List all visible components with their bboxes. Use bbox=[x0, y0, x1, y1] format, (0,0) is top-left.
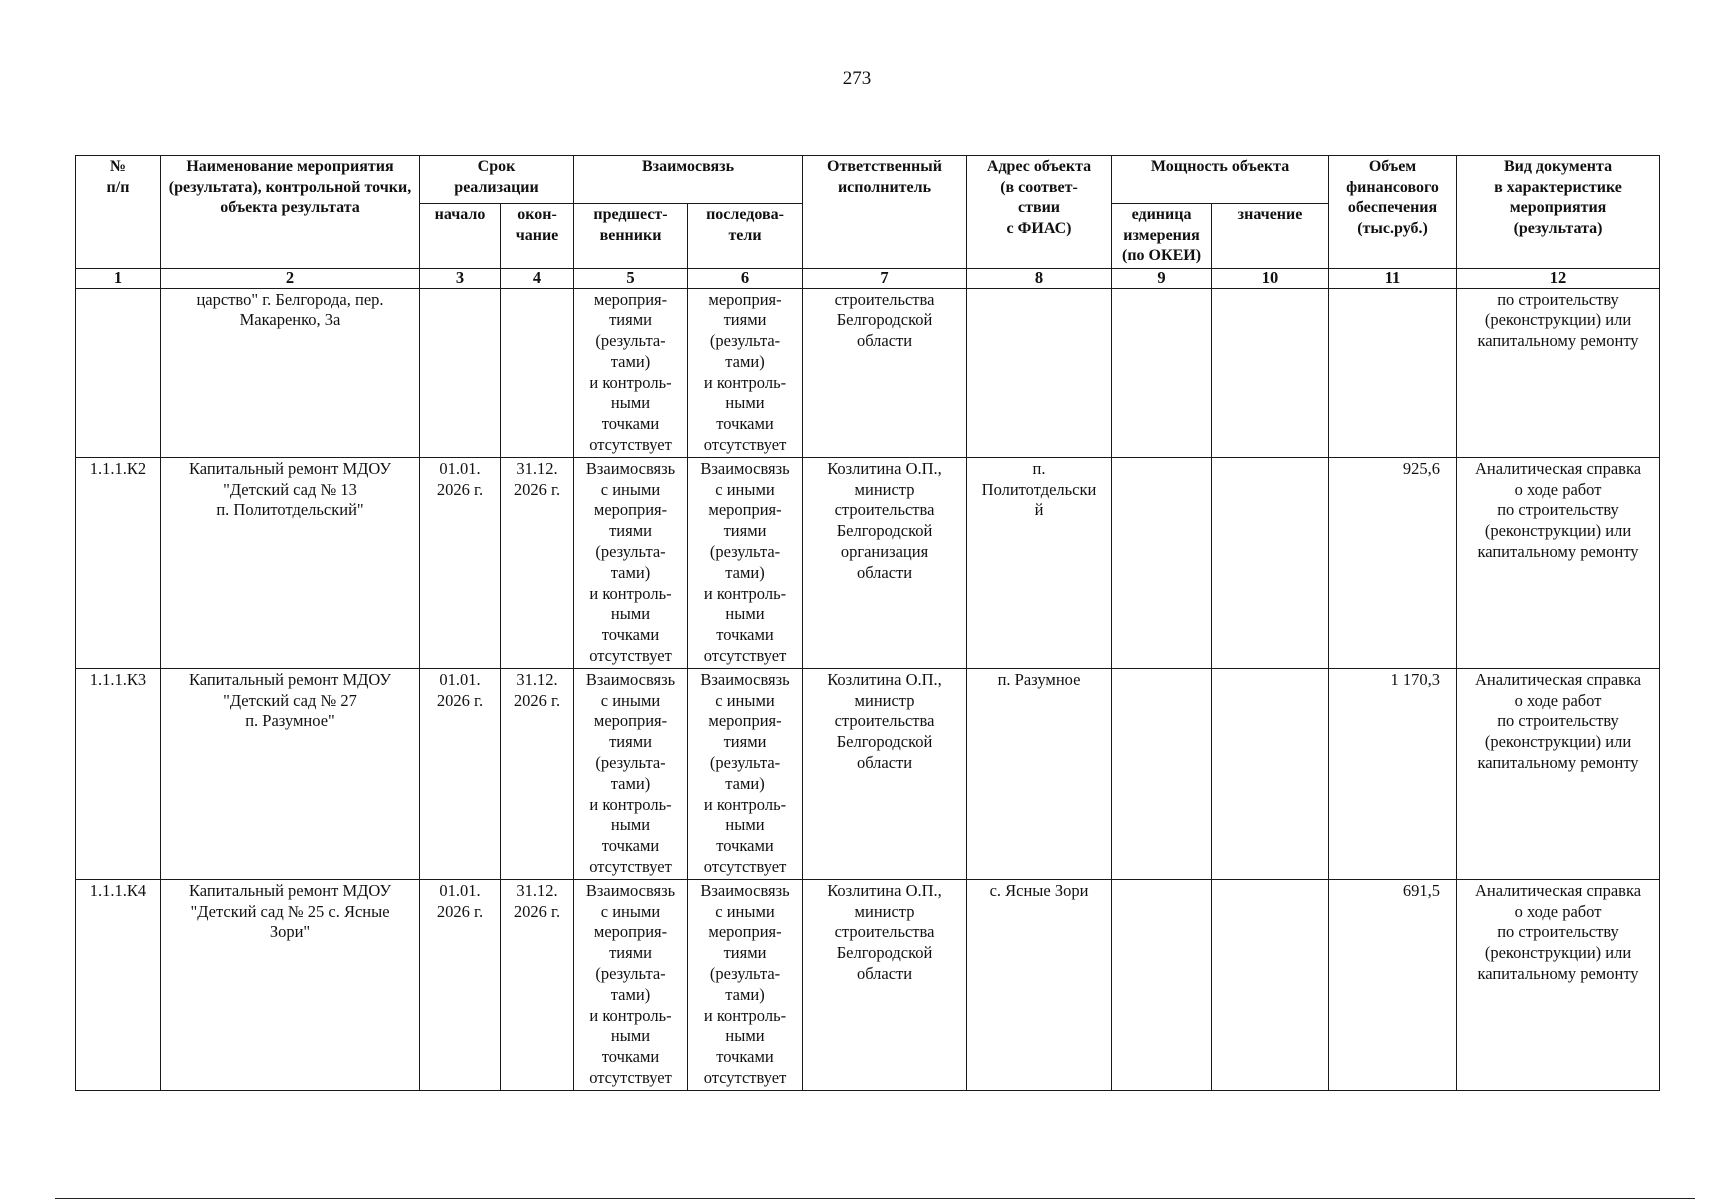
cell-responsible: Козлитина О.П., министр строительства Белгородской области bbox=[803, 668, 967, 879]
cell-unit bbox=[1112, 457, 1212, 668]
table-row bbox=[76, 668, 1660, 879]
col-number: 1 bbox=[76, 268, 161, 288]
cell-name: царство" г. Белгорода, пер. Макаренко, 3а bbox=[161, 288, 420, 457]
cell-unit bbox=[1112, 288, 1212, 457]
cell-unit bbox=[1112, 879, 1212, 1090]
cell-end: 31.12. 2026 г. bbox=[501, 457, 574, 668]
cell-predecessors: Взаимосвязь с иными мероприя- тиями (результа- тами) и контроль- ными точками отсутствует bbox=[574, 879, 688, 1090]
table-row bbox=[76, 457, 1660, 668]
header-value: значение bbox=[1212, 204, 1329, 269]
cell-end: 31.12. 2026 г. bbox=[501, 879, 574, 1090]
cell-name: Капитальный ремонт МДОУ "Детский сад № 13 п. Политотдельский" bbox=[161, 457, 420, 668]
cell-num: 1.1.1.К2 bbox=[76, 457, 161, 668]
cell-responsible: Козлитина О.П., министр строительства Белгородской организация области bbox=[803, 457, 967, 668]
cell-successors: Взаимосвязь с иными мероприя- тиями (результа- тами) и контроль- ными точками отсутствует bbox=[688, 457, 803, 668]
cell-responsible: строительства Белгородской области bbox=[803, 288, 967, 457]
cell-num bbox=[76, 288, 161, 457]
cell-financing: 925,6 bbox=[1329, 457, 1457, 668]
cell-address bbox=[967, 288, 1112, 457]
cell-end: 31.12. 2026 г. bbox=[501, 668, 574, 879]
cell-predecessors: Взаимосвязь с иными мероприя- тиями (результа- тами) и контроль- ными точками отсутствует bbox=[574, 668, 688, 879]
cell-address: п. Политотдельски й bbox=[967, 457, 1112, 668]
cell-successors: Взаимосвязь с иными мероприя- тиями (результа- тами) и контроль- ными точками отсутствует bbox=[688, 879, 803, 1090]
table-row-continuation bbox=[76, 288, 1660, 457]
header-link: Взаимосвязь bbox=[574, 156, 803, 204]
cell-predecessors: мероприя- тиями (результа- тами) и контроль- ными точками отсутствует bbox=[574, 288, 688, 457]
cell-successors: Взаимосвязь с иными мероприя- тиями (результа- тами) и контроль- ными точками отсутствует bbox=[688, 668, 803, 879]
cell-name: Капитальный ремонт МДОУ "Детский сад № 27 п. Разумное" bbox=[161, 668, 420, 879]
header-document: Вид документа в характеристике мероприятия (результата) bbox=[1457, 156, 1660, 269]
cell-document: Аналитическая справка о ходе работ по строительству (реконструкции) или капитальному ремонту bbox=[1457, 457, 1660, 668]
cell-name: Капитальный ремонт МДОУ "Детский сад № 25 с. Ясные Зори" bbox=[161, 879, 420, 1090]
activities-table bbox=[75, 155, 1660, 1091]
cell-financing bbox=[1329, 288, 1457, 457]
col-number: 11 bbox=[1329, 268, 1457, 288]
header-address: Адрес объекта (в соответ- ствии с ФИАС) bbox=[967, 156, 1112, 269]
header-start: начало bbox=[420, 204, 501, 269]
header-period: Срок реализации bbox=[420, 156, 574, 204]
cell-successors: мероприя- тиями (результа- тами) и контроль- ными точками отсутствует bbox=[688, 288, 803, 457]
header-num: № п/п bbox=[76, 156, 161, 269]
cell-document: по строительству (реконструкции) или капитальному ремонту bbox=[1457, 288, 1660, 457]
header-capacity: Мощность объекта bbox=[1112, 156, 1329, 204]
header-predecessors: предшест- венники bbox=[574, 204, 688, 269]
col-number: 3 bbox=[420, 268, 501, 288]
cell-document: Аналитическая справка о ходе работ по строительству (реконструкции) или капитальному ремонту bbox=[1457, 668, 1660, 879]
col-number: 4 bbox=[501, 268, 574, 288]
col-number: 12 bbox=[1457, 268, 1660, 288]
cell-start: 01.01. 2026 г. bbox=[420, 457, 501, 668]
cell-address: п. Разумное bbox=[967, 668, 1112, 879]
header-financing: Объем финансового обеспечения (тыс.руб.) bbox=[1329, 156, 1457, 269]
cell-predecessors: Взаимосвязь с иными мероприя- тиями (результа- тами) и контроль- ными точками отсутствует bbox=[574, 457, 688, 668]
cell-financing: 1 170,3 bbox=[1329, 668, 1457, 879]
cell-start: 01.01. 2026 г. bbox=[420, 879, 501, 1090]
col-number: 8 bbox=[967, 268, 1112, 288]
cell-responsible: Козлитина О.П., министр строительства Белгородской области bbox=[803, 879, 967, 1090]
col-number: 6 bbox=[688, 268, 803, 288]
cell-address: с. Ясные Зори bbox=[967, 879, 1112, 1090]
header-row-1 bbox=[76, 156, 1660, 204]
header-end: окон- чание bbox=[501, 204, 574, 269]
cell-document: Аналитическая справка о ходе работ по строительству (реконструкции) или капитальному ремонту bbox=[1457, 879, 1660, 1090]
header-name: Наименование мероприятия (результата), контрольной точки, объекта результата bbox=[161, 156, 420, 269]
col-number: 10 bbox=[1212, 268, 1329, 288]
page-number: 273 bbox=[842, 68, 872, 89]
cell-value bbox=[1212, 288, 1329, 457]
cell-unit bbox=[1112, 668, 1212, 879]
cell-end bbox=[501, 288, 574, 457]
column-number-row bbox=[76, 268, 1660, 288]
col-number: 7 bbox=[803, 268, 967, 288]
col-number: 2 bbox=[161, 268, 420, 288]
header-responsible: Ответственный исполнитель bbox=[803, 156, 967, 269]
bottom-rule bbox=[55, 1198, 1695, 1199]
cell-financing: 691,5 bbox=[1329, 879, 1457, 1090]
col-number: 5 bbox=[574, 268, 688, 288]
cell-num: 1.1.1.К4 bbox=[76, 879, 161, 1090]
cell-value bbox=[1212, 668, 1329, 879]
header-successors: последова- тели bbox=[688, 204, 803, 269]
cell-num: 1.1.1.К3 bbox=[76, 668, 161, 879]
header-unit: единица измерения (по ОКЕИ) bbox=[1112, 204, 1212, 269]
cell-value bbox=[1212, 457, 1329, 668]
cell-start: 01.01. 2026 г. bbox=[420, 668, 501, 879]
table-row bbox=[76, 879, 1660, 1090]
cell-start bbox=[420, 288, 501, 457]
col-number: 9 bbox=[1112, 268, 1212, 288]
cell-value bbox=[1212, 879, 1329, 1090]
